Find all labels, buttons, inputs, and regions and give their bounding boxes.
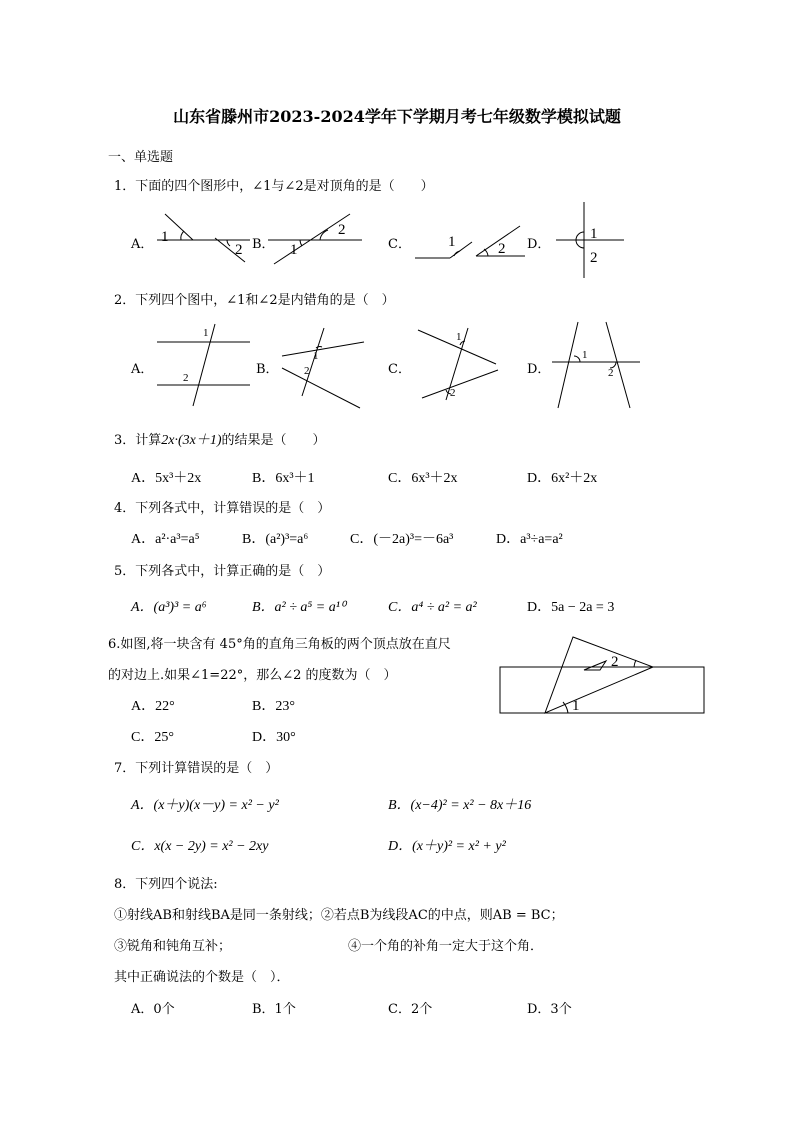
q1a-angle-2: 2: [235, 242, 243, 258]
q6-angle-2: 2: [611, 654, 619, 670]
q8-option-b[interactable]: B．1个: [252, 1002, 296, 1017]
q7-option-d[interactable]: D．(x＋y)² = x² + y²: [388, 839, 506, 854]
q2-option-d-label: D．: [527, 362, 551, 377]
q1-option-b-label: B．: [252, 237, 275, 252]
q2-figure-a: [155, 322, 255, 407]
q4-option-d[interactable]: D．a³÷a=a²: [496, 532, 563, 547]
q1d-angle-1: 1: [590, 226, 598, 242]
q8-option-a[interactable]: A．0个: [131, 1002, 175, 1017]
q6-option-c[interactable]: C．25°: [131, 730, 174, 745]
q5-option-c[interactable]: C．a⁴ ÷ a² = a²: [388, 600, 477, 615]
q2d-angle-1: 1: [582, 349, 588, 361]
q8-statement-3: ③锐角和钝角互补；: [114, 939, 232, 954]
q3-stem-prefix: 3．计算: [114, 433, 162, 448]
q2-option-b-label: B．: [256, 362, 279, 377]
q1b-angle-2: 2: [338, 222, 346, 238]
q2c-angle-1: 1: [456, 331, 462, 343]
q2-figure-d: [550, 320, 645, 412]
q3-option-d[interactable]: D．6x²＋2x: [527, 471, 598, 486]
q6-option-b[interactable]: B．23°: [252, 699, 295, 714]
q2d-angle-2: 2: [608, 367, 614, 379]
q2c-angle-2: 2: [450, 387, 456, 399]
q8-option-c[interactable]: C．2个: [388, 1002, 433, 1017]
triangle: [545, 637, 653, 713]
q7-option-b[interactable]: B．(x−4)² = x² − 8x＋16: [388, 798, 532, 813]
q8-statement-4: ④一个角的补角一定大于这个角．: [348, 939, 544, 954]
q7-option-a[interactable]: A．(x＋y)(x－y) = x² − y²: [131, 798, 279, 813]
q3-option-a[interactable]: A．5x³＋2x: [131, 471, 202, 486]
q1-option-d-label: D．: [527, 237, 551, 252]
q8-statement-1-2: ①射线AB和射线BA是同一条射线；②若点B为线段AC的中点，则AB = BC；: [114, 908, 564, 923]
q1d-angle-2: 2: [590, 250, 598, 266]
q5-option-b[interactable]: B．a² ÷ a⁵ = a¹⁰: [252, 600, 346, 615]
q2a-angle-2: 2: [183, 372, 189, 384]
q2-figure-c: [412, 322, 502, 407]
q3-option-c[interactable]: C．6x³＋2x: [388, 471, 458, 486]
q1-option-c-label: C．: [388, 237, 411, 252]
q1-stem: 1．下面的四个图形中，∠1与∠2是对顶角的是（ ）: [114, 179, 434, 194]
q6-figure-ruler-triangle: [498, 634, 708, 716]
q4-option-b[interactable]: B．(a²)³=a⁶: [242, 532, 309, 547]
q2-stem: 2．下列四个图中，∠1和∠2是内错角的是（ ）: [114, 293, 395, 308]
q1-figure-d: [550, 200, 630, 280]
q1-figure-a: [145, 212, 255, 267]
q2-option-c-label: C．: [388, 362, 411, 377]
q3-stem: [114, 429, 326, 449]
q2b-angle-1: 1: [313, 350, 319, 362]
q5-option-a[interactable]: A．(a³)³ = a⁶: [131, 600, 207, 615]
q1c-angle-2: 2: [498, 241, 506, 257]
q2b-angle-2: 2: [304, 365, 310, 377]
q6-option-a[interactable]: A．22°: [131, 699, 175, 714]
q3-option-b[interactable]: B．6x³＋1: [252, 471, 315, 486]
page-title: 山东省滕州市2023-2024学年下学期月考七年级数学模拟试题: [173, 107, 621, 126]
q1-option-a-label: A．: [131, 237, 154, 252]
q2-option-a-label: A．: [131, 362, 154, 377]
q6-angle-1: 1: [572, 698, 580, 714]
section-heading: 一、单选题: [108, 150, 174, 165]
q3-stem-math: 2x·(3x＋1): [161, 433, 222, 448]
q6-option-d[interactable]: D．30°: [252, 730, 296, 745]
q1c-angle-1: 1: [448, 234, 456, 250]
q6-stem-line2: 的对边上.如果∠1=22°，那么∠2 的度数为（ ）: [108, 668, 397, 683]
q2-figure-b: [278, 322, 368, 412]
q1-figure-c: [410, 212, 525, 267]
q3-stem-suffix: 的结果是（ ）: [221, 433, 326, 448]
q5-option-d[interactable]: D．5a − 2a = 3: [527, 600, 615, 615]
q7-option-c[interactable]: C．x(x − 2y) = x² − 2xy: [131, 839, 269, 854]
ruler: [500, 667, 704, 713]
q4-option-a[interactable]: A．a²·a³=a⁵: [131, 532, 200, 547]
q2a-angle-1: 1: [203, 327, 209, 339]
q4-stem: 4．下列各式中，计算错误的是（ ）: [114, 501, 331, 516]
q4-option-c[interactable]: C．(－2a)³=－6a³: [350, 532, 454, 547]
q8-option-d[interactable]: D．3个: [527, 1002, 572, 1017]
q5-stem: 5．下列各式中，计算正确的是（ ）: [114, 564, 331, 579]
q8-stem: 8．下列四个说法:: [114, 877, 218, 892]
q1-figure-b: [262, 212, 372, 267]
q8-ask: 其中正确说法的个数是（ ）．: [114, 970, 290, 985]
q7-stem: 7．下列计算错误的是（ ）: [114, 761, 279, 776]
q6-stem-line1: 6.如图,将一块含有 45°角的直角三角板的两个顶点放在直尺: [108, 637, 451, 652]
q1a-angle-1: 1: [161, 229, 169, 245]
q1b-angle-1: 1: [290, 242, 298, 258]
